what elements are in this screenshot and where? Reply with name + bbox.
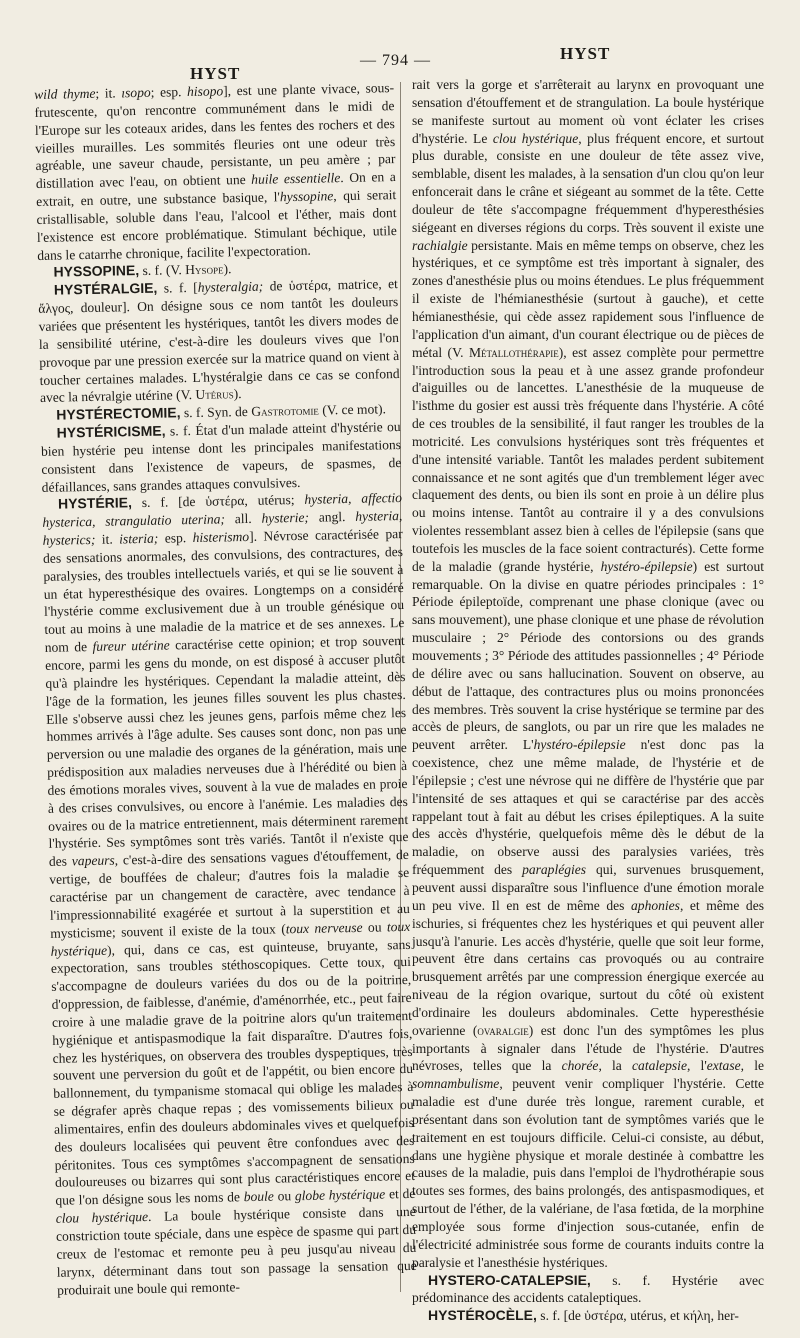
entry-hysteralgie: HYSTÉRALGIE, s. f. [hysteralgia; de ὑστέρα, matrice, et ἄλγος, douleur]. On désigne sous ce nom tantôt les douleurs variées que présentent les hystériques, tantôt les divers modes de la sensibilité utérine, c'est-à-dire les douleurs vives que l'on provoque par une pression exercée sur la matrice quand on vient à toucher certaines malades. L'hystéralgie dans ce cas se confond avec la névralgie utérine (V. Utérus).	[38, 276, 400, 406]
headword: HYSTÉRECTOMIE,	[56, 404, 181, 423]
headword: HYSTERO-CATALEPSIE,	[428, 1271, 591, 1288]
headword: HYSSOPINE,	[53, 262, 140, 281]
running-head-right: HYST	[560, 44, 611, 63]
running-head-left: HYST	[190, 64, 241, 83]
headword: HYSTÉRALGIE,	[53, 279, 158, 298]
left-column	[34, 79, 417, 1299]
entry-continuation-hysope: wild thyme; it. ısopo; esp. hisopo], est une plante vivace, sous-frutescente, qu'on rencontre communément dans le midi de l'Europe sur les coteaux arides, dans les fentes des rochers et des vieilles murailles. Les sommités fleuries ont une odeur très agréable, une saveur chaude, persistante, un peu amère ; par distillation avec l'eau, on obtient une huile essentielle. On en a extrait, en outre, une substance basique, l'hyssopine, qui serait cristallisable, soluble dans l'eau, l'alcool et l'éther, mais dont l'existence est encore problématique. Stimulant béchique, utile dans le catarrhe chronique, facilite l'expectoration.	[34, 80, 397, 263]
headword: HYSTÉRIE,	[57, 494, 133, 513]
entry-hystericisme: HYSTÉRICISME, s. f. État d'un malade atteint d'hystérie ou bien hystérie peu intense dont les principales manifestations consistent dans l'existence de vapeurs, de spasmes, de défaillances, sans grandes attaques convulsives.	[40, 419, 402, 495]
entry-hyssopine: HYSSOPINE, s. f. (V. Hysope).	[53, 261, 232, 281]
entry-hysterectomie: HYSTÉRECTOMIE, s. f. Syn. de Gastrotomie (V. ce mot).	[56, 401, 387, 423]
entry-hysterocele: HYSTÉROCÈLE, s. f. [de ὑστέρα, utérus, et κήλη, her-	[428, 1307, 739, 1324]
page-number: — 794 —	[360, 52, 431, 69]
entry-continuation-hysterie: rait vers la gorge et s'arrêterait au larynx en provoquant une sensation d'étouffement et de strangulation. La boule hystérique se manifeste surtout au moment où vont éclater les crises d'hystérie. Le clou hystérique, plus fréquent encore, et surtout plus durable, consiste en une douleur de tête assez vive, semblable, disent les malades, à la sensation d'un clou qu'on leur enfoncerait dans le crâne et siégeant au sommet de la tête. Cette douleur de tête s'accompagne fréquemment d'hyperesthésies siégeant en diverses régions du corps. Très souvent il existe une rachialgie persistante. Mais en même temps on observe, chez les hystériques, et ce symptôme est très important à signaler, des zones d'anesthésie plus ou moins étendues. Le plus fréquemment il existe de l'hémianesthésie (surtout à gauche), et cette hémianesthésie, qui cède assez rapidement sous l'influence de l'application d'un aimant, d'un courant électrique ou de pièces de métal (V. Métallothérapie), est assez complète pour permettre l'introduction sous la peau et à une assez grande profondeur d'aiguilles ou de lancettes. L'anesthésie de la muqueuse de l'isthme du gosier est aussi très fréquente dans l'hystérie. A côté de ces troubles de la sensibilité, il faut ranger les troubles de la motricité. Les convulsions hystériques sont très fréquentes et d'une intensité variable. Tantôt les malades perdent subitement connaissance et ne sont agités que d'un tremblement léger avec claquement des dents, ou bien ils sont en proie à un délire plus ou moins intense. Tantôt au contraire il y a des convulsions violentes ressemblant assez bien à celles de l'épilepsie (sans que toutefois les muscles de la face soient contracturés). Cette forme de la maladie (grande hystérie, hystéro-épilepsie) est surtout remarquable. On la divise en quatre périodes principales : 1° Période épileptoïde, comprenant une phase clonique (avec ou sans mouvement), une phase clonique et une phase de révolution musculaire ; 2° Période des contorsions ou des grands mouvements ; 3° Période des attitudes passionnelles ; 4° Période de délire avec ou sans hallucination. Souvent on observe, au début de l'attaque, des contractures plus ou moins prononcées des membres. Très souvent la crise hystérique se termine par des accès de pleurs, de sanglots, ou par un rire que les malades ne peuvent arrêter. L'hystéro-épilepsie n'est donc pas la coexistence, chez une même malade, de l'hystérie et de l'épilepsie ; c'est une névrose qui ne diffère de l'hystérie que par l'intensité de ses attaques et qui se caractérise par des accès rappelant tout à fait au début les crises épileptiques. A la suite des accès d'hystérie, quelquefois même dès le début de la maladie, on observe aussi des paralysies variées, très fréquemment des paraplégies qui, survenues brusquement, peuvent aussi disparaître sous l'influence d'une émotion morale un peu vive. Il en est de même des aphonies, et même des ischuries, si fréquentes chez les hystériques et qui peuvent aller jusqu'à l'anurie. Les accès d'hystérie, quelle que soit leur forme, peuvent être dans certains cas provoqués ou au contraire brusquement arrêtés par une compression énergique exercée au niveau de la région ovarique, surtout du côté où existent d'ordinaire les douleurs abdominales. Cette hyperesthésie ovarienne (ovaralgie) est donc l'un des symptômes les plus importants à signaler dans l'étude de l'hystérie. D'autres névroses, telles que la chorée, la catalepsie, l'extase, le somnambulisme, peuvent venir compliquer l'hystérie. Cette maladie est d'une durée très longue, rarement curable, et présentant dans son évolution tant de symptômes variés que le traitement en est toujours difficile. Celui-ci consiste, au début, dans une hygiène physique et morale destinée à combattre les causes de la maladie, puis dans l'emploi de l'hydrothérapie sous toutes ses formes, des bains prolongés, des antispasmodiques, et surtout de l'éther, de la valériane, de l'asa fœtida, de la morphine employée sous forme d'injection sous-cutanée, enfin de l'électricité administrée sous forme de courants induits contre la paralysie et l'anesthésie hystériques.	[412, 77, 765, 1270]
right-column	[412, 76, 764, 1325]
headword: HYSTÉROCÈLE,	[428, 1307, 537, 1324]
entry-hysterie: HYSTÉRIE, s. f. [de ὑστέρα, utérus; hysteria, affectio hysterica, strangulatio uterina; all. hysterie; angl. hysteria, hysterics; it. isteria; esp. histerismo]. Névrose caractérisée par des sensations anormales, des convulsions, des contractures, des paralysies, des troubles intellectuels variés, et qui se lie souvent à un état hyperesthésique des ovaires. Longtemps on a considéré l'hystérie comme exclusivement due à un trouble génésique ou tout au moins à une maladie de la matrice et de ses annexes. Le nom de fureur utérine caractérise cette opinion; et trop souvent encore, parmi les gens du monde, on est disposé à accuser plutôt qu'à plaindre les hystériques. Cependant la maladie atteint, dès l'âge de la formation, les jeunes filles souvent les plus chastes. Elle s'observe aussi chez les jeunes gens, parfois même chez les hommes arrivés à l'âge adulte. Ses causes sont donc, non pas une perversion ou une maladie des organes de la génération, mais une prédisposition aux maladies nerveuses due à l'hérédité ou bien à des émotions morales vives, souvent à la vue de malades en proie à des crises convulsives, ou encore à l'anémie. Les maladies des ovaires ou de la matrice entretiennent, mais déterminent rarement l'hystérie. Ses symptômes sont très variés. Tantôt il n'existe que des vapeurs, c'est-à-dire des sensations vagues d'étouffement, de vertige, de bouffées de chaleur; d'autres fois la maladie se caractérise par un changement de caractère, avec tendance à l'impressionnabilité exagérée et surtout à la superstition et au mysticisme; souvent il existe de la toux (toux nerveuse ou toux hystérique), qui, dans ce cas, est quinteuse, bruyante, sans expectoration, sans troubles stéthoscopiques. Cette toux, qui s'accompagne de douleurs variées du dos ou de la poitrine, d'oppression, de faiblesse, d'anémie, d'aménorrhée, etc., peut faire croire à une maladie grave de la poitrine alors qu'un traitement hygiénique et antispasmodique la fait disparaître. D'autres fois, chez les hystériques, on observera des troubles dyspeptiques, très souvent une perversion du goût et de l'appétit, ou bien encore du ballonnement, du tympanisme stomacal qui oblige les malades à se dégrafer après chaque repas ; des vomissements bilieux ou alimentaires, enfin des douleurs abdominales vives et quelquefois des douleurs localisées qui peuvent être confondues avec des péritonites. Tous ces symptômes s'accompagnent de sensations douloureuses ou bizarres qui sont plus caractéristiques encore et que l'on désigne sous les noms de boule ou globe hystérique et de clou hystérique. La boule hystérique consiste dans une constriction toute spéciale, dans une espèce de spasme qui part du creux de l'estomac et remonte peu à peu jusqu'au niveau du larynx, déterminant dans tout son passage la sensation que produirait une boule qui remonte-	[42, 490, 417, 1298]
entry-hystero-catalepsie: HYSTERO-CATALEPSIE, s. f. Hystérie avec prédominance des accidents cataleptiques.	[412, 1271, 764, 1306]
headword: HYSTÉRICISME,	[56, 422, 166, 441]
